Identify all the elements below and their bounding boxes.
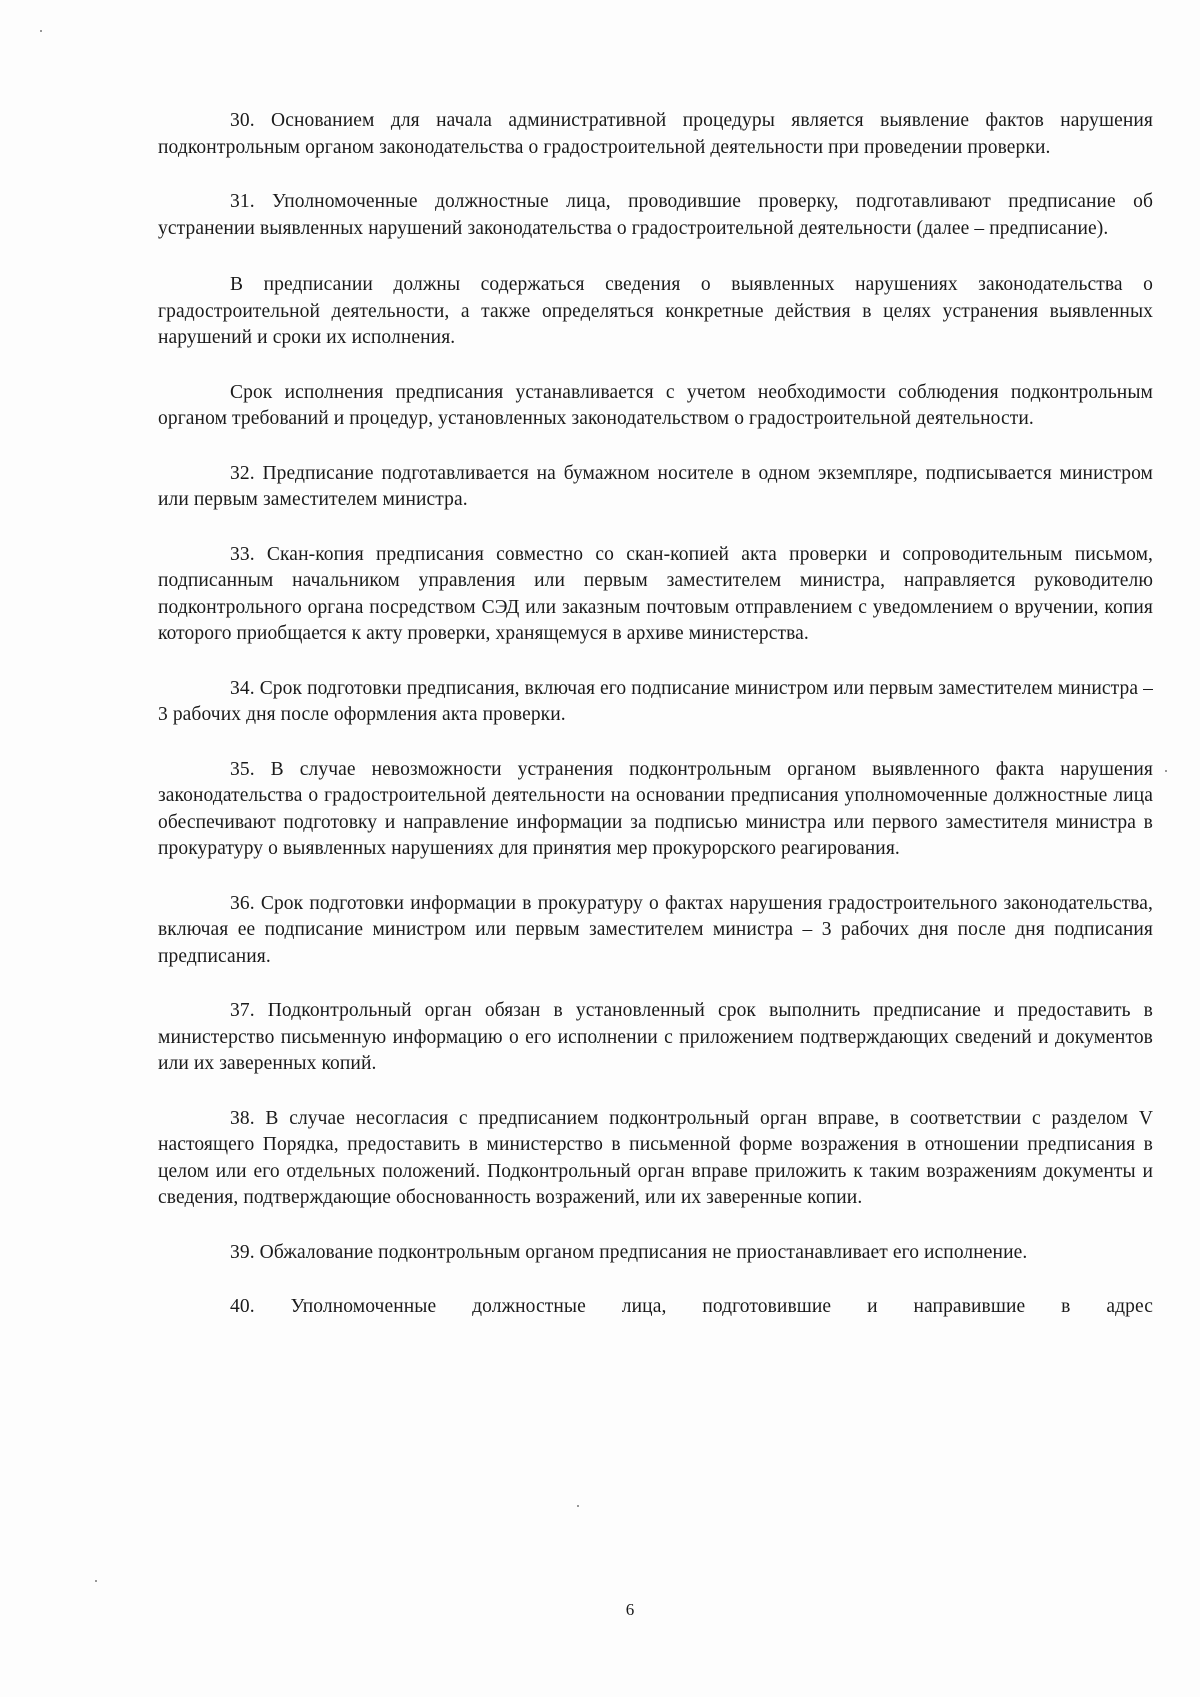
paragraph-32: 32. Предписание подготавливается на бумажном носителе в одном экземпляре, подписывается министром или первым заместителем министра.	[158, 462, 1153, 510]
paragraph-34: 34. Срок подготовки предписания, включая его подписание министром или первым заместителем министра – 3 рабочих дня после оформления акта проверки.	[158, 677, 1153, 725]
paragraph-35: 35. В случае невозможности устранения подконтрольным органом выявленного факта нарушения законодательства о градостроительной деятельности на основании предписания уполномоченные должностные лица обеспечивают подготовку и направление информации за подписью министра или первого заместителя министра в прокуратуру о выявленных нарушениях для принятия мер прокурорского реагирования.	[158, 758, 1153, 859]
paragraph-39: 39. Обжалование подконтрольным органом предписания не приостанавливает его исполнение.	[230, 1241, 1028, 1263]
scan-speck	[95, 1580, 97, 1582]
paragraph-37: 37. Подконтрольный орган обязан в установленный срок выполнить предписание и предоставить в министерство письменную информацию о его исполнении с приложением подтверждающих сведений и документов или их заверенных копий.	[158, 1000, 1153, 1074]
scan-speck	[40, 30, 42, 32]
paragraph-31-content: В предписании должны содержаться сведения о выявленных нарушениях законодательства о градостроительной деятельности, а также определяться конкретные действия в целях устранения выявленных нарушений и сроки их исполнения.	[158, 274, 1153, 348]
paragraph-31-deadline: Срок исполнения предписания устанавливается с учетом необходимости соблюдения подконтрольным органом требований и процедур, установленных законодательством о градостроительной деятельности.	[158, 381, 1153, 429]
page-number: 6	[625, 1600, 635, 1619]
paragraph-30: 30. Основанием для начала административной процедуры является выявление фактов нарушения подконтрольным органом законодательства о градостроительной деятельности при проведении проверки.	[158, 110, 1153, 158]
document-body	[158, 108, 1153, 1349]
paragraph-40: 40. Уполномоченные должностные лица, подготовившие и направившие в адрес	[230, 1296, 1153, 1317]
scan-speck	[1165, 770, 1167, 772]
paragraph-31: 31. Уполномоченные должностные лица, проводившие проверку, подготавливают предписание об устранении выявленных нарушений законодательства о градостроительной деятельности (далее – предписание).	[158, 191, 1153, 239]
paragraph-38: 38. В случае несогласия с предписанием подконтрольный орган вправе, в соответствии с разделом V настоящего Порядка, предоставить в министерство в письменной форме возражения в отношении предписания в целом или его отдельных положений. Подконтрольный орган вправе приложить к таким возражениям документы и сведения, подтверждающие обоснованность возражений, или их заверенные копии.	[158, 1107, 1153, 1208]
paragraph-33: 33. Скан-копия предписания совместно со скан-копией акта проверки и сопроводительным письмом, подписанным начальником управления или первым заместителем министра, направляется руководителю подконтрольного органа посредством СЭД или заказным почтовым отправлением с уведомлением о вручении, копия которого приобщается к акту проверки, хранящемуся в архиве министерства.	[158, 543, 1153, 644]
scan-speck	[577, 1505, 579, 1507]
paragraph-36: 36. Срок подготовки информации в прокуратуру о фактах нарушения градостроительного законодательства, включая ее подписание министром или первым заместителем министра – 3 рабочих дня после дня подписания предписания.	[158, 892, 1153, 967]
